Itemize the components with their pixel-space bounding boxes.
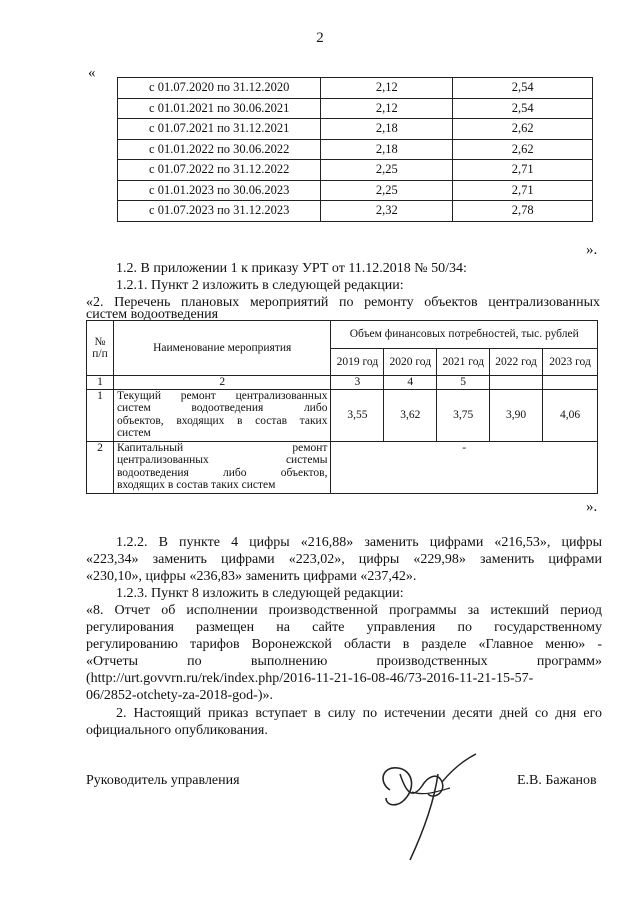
value-cell-merged: - [331,441,598,493]
rate-period: с 01.01.2022 по 30.06.2022 [118,139,321,160]
header-name: Наименование мероприятия [113,321,331,376]
rate-period: с 01.01.2023 по 30.06.2023 [118,180,321,201]
row-name-line: Капитальный ремонт [116,441,328,454]
item-8-line: регулированию тарифов Воронежской области в разделе «Главное меню» - [86,637,602,652]
index-cell-empty [490,376,543,390]
rate-value-2: 2,54 [453,98,593,119]
rate-value-2: 2,78 [453,201,593,222]
quote-open: « [88,65,96,81]
value-cell: 3,90 [490,389,543,441]
rate-period: с 01.01.2021 по 30.06.2021 [118,98,321,119]
row-name-line: систем [116,427,151,439]
row-name-line: объектов, входящих в состав таких [116,414,328,427]
item-1-2-3: 1.2.3. Пункт 8 изложить в следующей редакции: [116,586,404,601]
table-row [87,441,598,493]
rate-value-2: 2,71 [453,180,593,201]
item-1-2-2-line: «230,10», цифры «236,83» заменить цифрами «237,42». [86,569,417,584]
value-cell: 3,62 [384,389,437,441]
list-title-line-2: систем водоотведения [86,307,219,322]
rate-period: с 01.07.2022 по 31.12.2022 [118,160,321,181]
value-cell: 4,06 [543,389,598,441]
item-1-2-2-line: «223,34» заменить цифрами «223,02», цифры «229,98» заменить цифрами [86,552,602,567]
rate-value-2: 2,54 [453,78,593,99]
index-cell: 5 [437,376,490,390]
rate-value-1: 2,18 [321,139,453,160]
item-1-2-2-line: 1.2.2. В пункте 4 цифры «216,88» заменить цифрами «216,53», цифры [116,535,602,550]
rate-period: с 01.07.2023 по 31.12.2023 [118,201,321,222]
rate-row [118,78,593,99]
para-2-line: 2. Настоящий приказ вступает в силу по истечении десяти дней со дня его [116,706,602,721]
quote-close-1: ». [586,242,598,258]
header-volume: Объем финансовых потребностей, тыс. рублей [331,321,598,349]
rate-value-1: 2,18 [321,119,453,140]
header-year: 2023 год [543,349,598,376]
value-cell: 3,55 [331,389,384,441]
row-name-line: систем водоотведения либо [116,402,328,414]
signer-name: Е.В. Бажанов [517,773,597,788]
index-cell-empty [543,376,598,390]
rate-period: с 01.07.2020 по 31.12.2020 [118,78,321,99]
header-year: 2022 год [490,349,543,376]
item-1-2: 1.2. В приложении 1 к приказу УРТ от 11.12.2018 № 50/34: [116,261,467,276]
header-year: 2019 год [331,349,384,376]
row-name-line: Текущий ремонт централизованных [116,389,328,402]
index-cell: 3 [331,376,384,390]
header-number: № п/п [87,321,114,376]
index-cell: 1 [87,376,114,390]
index-cell: 4 [384,376,437,390]
rate-value-1: 2,25 [321,180,453,201]
header-year: 2020 год [384,349,437,376]
rate-value-2: 2,71 [453,160,593,181]
item-8-line: «8. Отчет об исполнении производственной программы за истекший период [86,603,602,618]
rate-value-1: 2,25 [321,160,453,181]
row-number: 1 [87,389,114,441]
rate-row [118,180,593,201]
rate-value-2: 2,62 [453,139,593,160]
table-row [87,389,598,441]
rate-row [118,160,593,181]
index-cell: 2 [113,376,331,390]
rate-value-1: 2,12 [321,78,453,99]
rate-period: с 01.07.2021 по 31.12.2021 [118,119,321,140]
item-8-line: «Отчеты по выполнению производственных программ» [86,654,602,669]
signer-title: Руководитель управления [86,773,240,788]
quote-close-2: ». [586,499,598,515]
page-number: 2 [316,30,324,46]
header-year: 2021 год [437,349,490,376]
list-title-line-1: «2. Перечень плановых мероприятий по ремонту объектов централизованных [86,295,600,310]
row-name-line: входящих в состав таких систем [116,479,276,491]
item-8-line: регулирования размещен на сайте управления по государственному [86,620,602,635]
row-name-line: водоотведения либо объектов, [116,466,328,479]
row-name [113,441,331,493]
rate-row [118,201,593,222]
rates-table [117,77,593,222]
rate-value-2: 2,62 [453,119,593,140]
rate-row [118,119,593,140]
row-number: 2 [87,441,114,493]
item-1-2-1: 1.2.1. Пункт 2 изложить в следующей редакции: [116,278,404,293]
item-8-line: 06/2852-otchety-za-2018-god-)». [86,688,273,703]
signature-image [372,752,482,867]
rate-value-1: 2,12 [321,98,453,119]
row-name [113,389,331,441]
rate-row [118,98,593,119]
rate-value-1: 2,32 [321,201,453,222]
value-cell: 3,75 [437,389,490,441]
rate-row [118,139,593,160]
para-2-line: официального опубликования. [86,723,268,738]
item-8-line: (http://urt.govvrn.ru/rek/index.php/2016-11-21-16-08-46/73-2016-11-21-15-57- [86,671,534,686]
row-name-line: централизованных системы [116,454,328,466]
works-table [86,320,598,494]
